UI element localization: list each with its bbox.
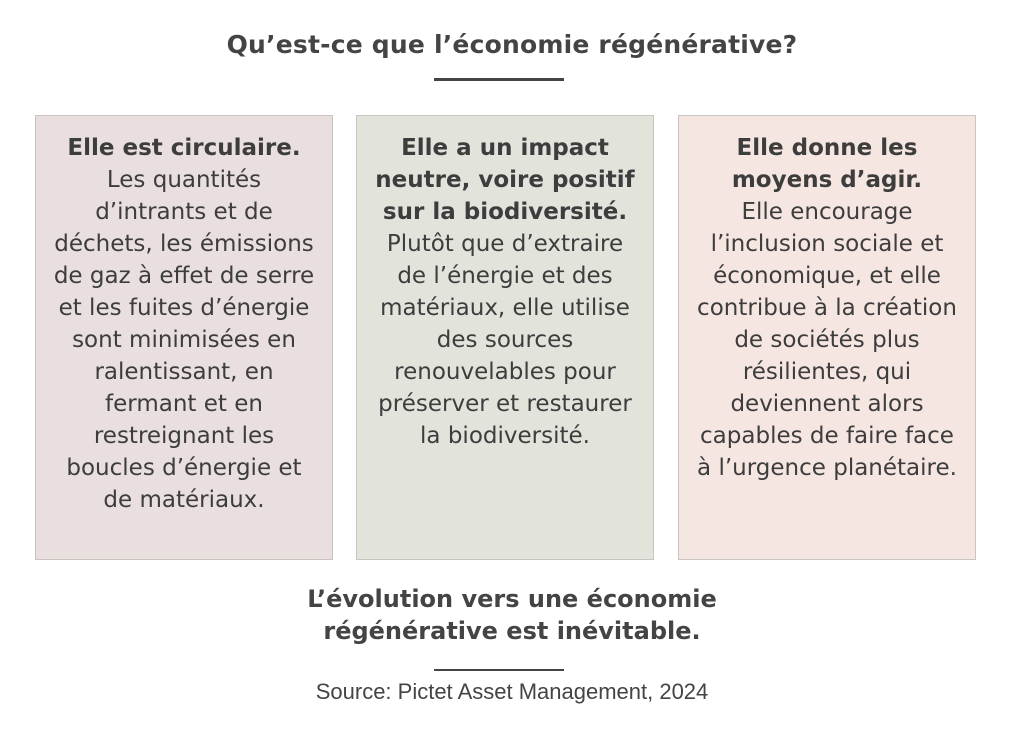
conclusion-text: L’évolution vers une économie régénérative est inévitable. [307, 585, 717, 645]
card-empowerment-heading: Elle donne les moyens d’agir. [731, 135, 923, 193]
card-biodiversity-heading: Elle a un impact neutre, voire positif sur la biodiversité. [375, 135, 635, 225]
card-empowerment [678, 115, 976, 560]
title-underline [434, 78, 564, 81]
source-citation: Source: Pictet Asset Management, 2024 [315, 679, 709, 704]
source-divider [434, 669, 564, 671]
card-biodiversity [356, 115, 654, 560]
card-circular [35, 115, 333, 560]
diagram-title: Qu’est-ce que l’économie régénérative? [226, 30, 798, 59]
card-circular-body: Les quantités d’intrants et de déchets, les émissions de gaz à effet de serre et les fuites d’énergie sont minimisées en ralentissant, en fermant et en restreignant les boucles d’énergie et de matériaux. [53, 167, 315, 513]
card-circular-heading: Elle est circulaire. [67, 135, 301, 161]
card-empowerment-body: Elle encourage l’inclusion sociale et économique, et elle contribue à la création de sociétés plus résilientes, qui deviennent alors capables de faire face à l’urgence planétaire. [697, 199, 957, 481]
card-biodiversity-body: Plutôt que d’extraire de l’énergie et des matériaux, elle utilise des sources renouvelables pour préserver et restaurer la biodiversité. [378, 231, 632, 449]
